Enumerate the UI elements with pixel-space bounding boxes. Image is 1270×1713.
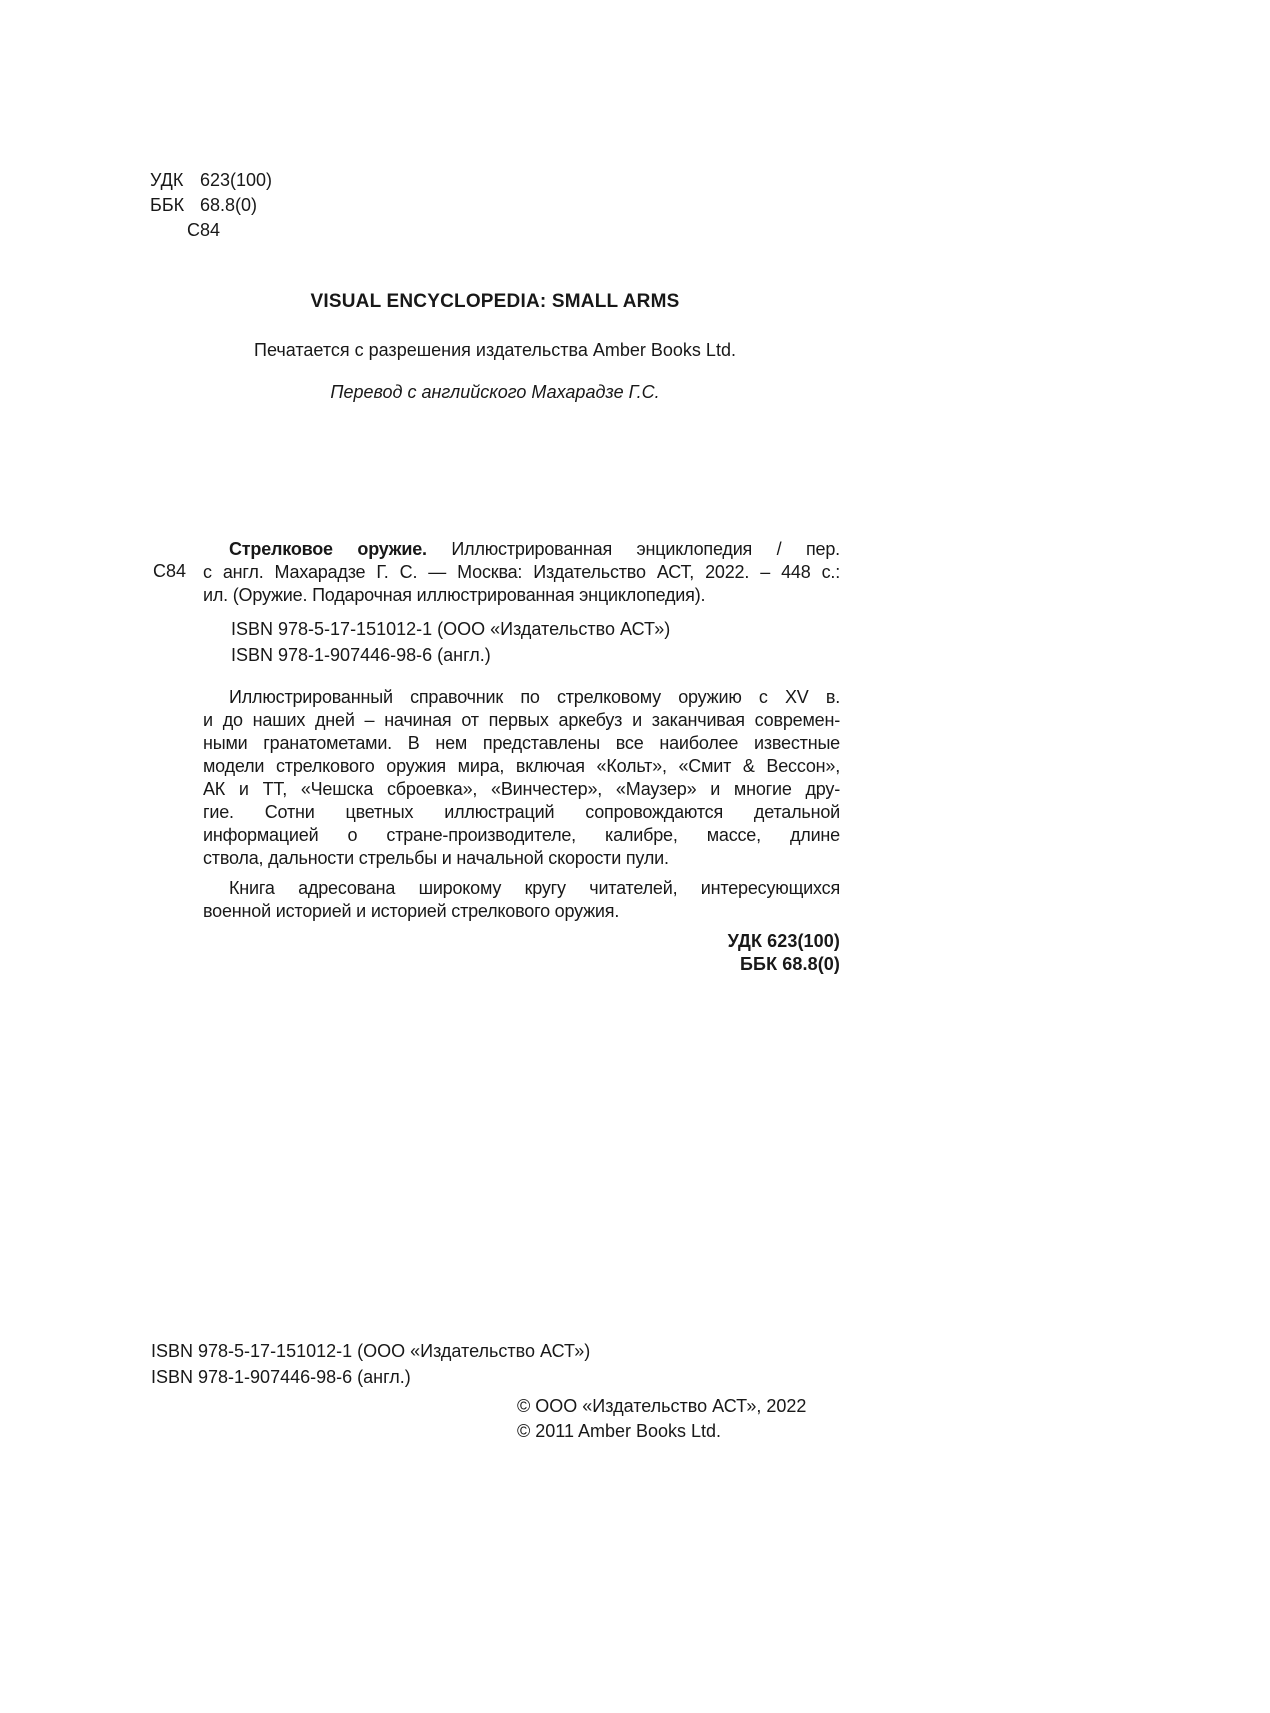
udk-value: 623(100) <box>200 170 273 190</box>
copyright-block <box>517 1394 806 1444</box>
isbn-line: ISBN 978-5-17-151012-1 (ООО «Издательство АСТ») <box>231 619 671 639</box>
bbk-value: 68.8(0) <box>200 195 258 215</box>
footer-isbn-line: ISBN 978-5-17-151012-1 (ООО «Издательство АСТ») <box>151 1341 591 1361</box>
copyright-line: © 2011 Amber Books Ltd. <box>517 1421 722 1441</box>
udk-top-line <box>150 168 272 193</box>
bbk-bottom-line: ББК 68.8(0) <box>740 954 840 974</box>
bib-line1-rest: Иллюстрированная энциклопедия / пер. <box>451 539 840 559</box>
annotation-line: гие. Сотни цветных иллюстраций сопровождаются детальной <box>203 802 840 822</box>
classification-bottom-block <box>203 930 840 976</box>
footer-isbn-line: ISBN 978-1-907446-98-6 (англ.) <box>151 1367 411 1387</box>
udk-label: УДК <box>150 170 184 190</box>
annotation-line: информацией о стране-производителе, калибре, массе, длине <box>203 825 840 845</box>
copyright-line: © ООО «Издательство АСТ», 2022 <box>517 1396 807 1416</box>
annotation-line: военной историей и историей стрелкового оружия. <box>203 901 620 921</box>
isbn-block <box>231 616 670 668</box>
annotation-line: модели стрелкового оружия мира, включая «Кольт», «Смит & Вессон», <box>203 756 840 776</box>
translation-note: Перевод с английского Махарадзе Г.С. <box>330 382 660 402</box>
classification-top-block <box>150 168 272 243</box>
annotation <box>203 686 840 923</box>
isbn-line: ISBN 978-1-907446-98-6 (англ.) <box>231 645 491 665</box>
header-block <box>150 291 840 403</box>
permission-note: Печатается с разрешения издательства Amber Books Ltd. <box>254 340 736 360</box>
annotation-line: АК и ТТ, «Чешска сброевка», «Винчестер», «Маузер» и многие дру- <box>203 779 840 799</box>
original-title: VISUAL ENCYCLOPEDIA: SMALL ARMS <box>310 291 680 312</box>
annotation-line: ствола, дальности стрельбы и начальной скорости пули. <box>203 848 669 868</box>
annotation-line: ными гранатометами. В нем представлены все наиболее известные <box>203 733 840 753</box>
bbk-top-line <box>150 193 272 218</box>
bib-line <box>203 538 840 561</box>
bibliographic-record <box>150 538 840 607</box>
footer-isbn-block <box>151 1338 590 1390</box>
bib-lead-bold: Стрелковое оружие. <box>229 539 427 559</box>
annotation-line: Книга адресована широкому кругу читателей, интересующихся <box>229 878 840 898</box>
bib-line: ил. (Оружие. Подарочная иллюстрированная энциклопедия). <box>203 585 706 605</box>
annotation-paragraph <box>203 686 840 870</box>
author-sign-top: С84 <box>187 220 221 240</box>
bib-line: с англ. Махарадзе Г. С. — Москва: Издательство АСТ, 2022. – 448 с.: <box>203 562 840 582</box>
bib-margin-sign: С84 <box>153 561 187 581</box>
bbk-label: ББК <box>150 195 185 215</box>
annotation-line: Иллюстрированный справочник по стрелковому оружию с XV в. <box>229 687 840 707</box>
annotation-paragraph <box>203 877 840 923</box>
annotation-line: и до наших дней – начиная от первых аркебуз и заканчивая современ- <box>203 710 840 730</box>
bib-record-text <box>203 538 840 607</box>
udk-bottom-line: УДК 623(100) <box>727 931 840 951</box>
